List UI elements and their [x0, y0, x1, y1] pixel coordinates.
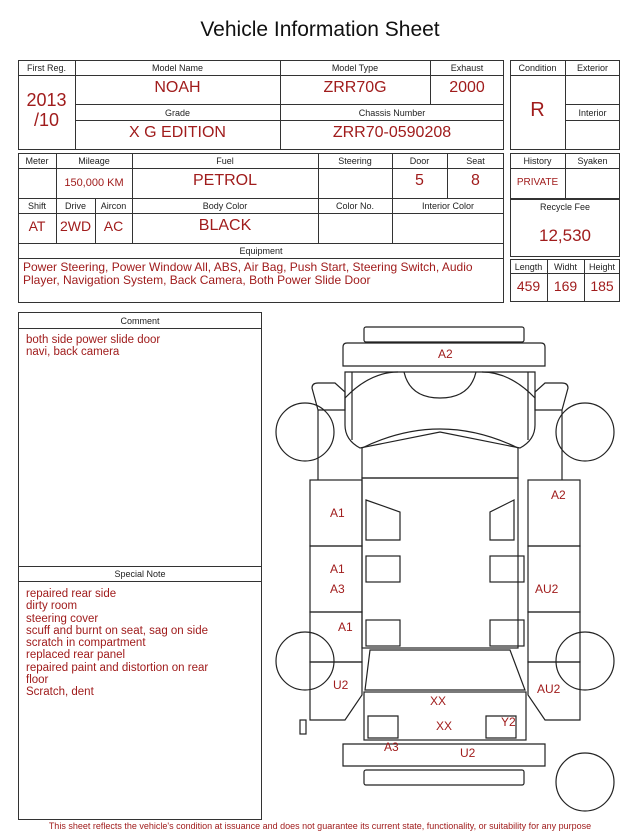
mark-left-middle-1: A1 [330, 562, 345, 576]
aircon-label: Aircon [100, 201, 127, 211]
sheet-title: Vehicle Information Sheet [200, 18, 440, 41]
interior-label: Interior [578, 108, 607, 118]
car-damage-diagram [270, 320, 630, 820]
history-value: PRIVATE [516, 177, 559, 188]
width-value: 169 [553, 278, 578, 294]
model-type-label: Model Type [331, 63, 379, 73]
mark-rear-right: Y2 [501, 715, 516, 729]
first-reg-label: First Reg. [26, 63, 66, 73]
exhaust-value: 2000 [449, 79, 485, 96]
exterior-label: Exterior [576, 63, 608, 73]
mark-rear-floor: XX [436, 719, 453, 733]
height-value: 185 [590, 278, 614, 294]
recycle-label: Recycle Fee [539, 202, 591, 212]
mileage-label: Mileage [78, 156, 110, 166]
condition-grade: R [530, 99, 545, 121]
fuel-label: Fuel [216, 156, 234, 166]
interior-color-label: Interior Color [421, 201, 475, 211]
mark-left-rear-door: A1 [338, 620, 353, 634]
recycle-value: 12,530 [539, 226, 591, 245]
syaken-label: Syaken [577, 156, 608, 166]
door-value: 5 [415, 172, 424, 189]
mark-rear-bumper-left: A3 [384, 740, 399, 754]
seat-value: 8 [471, 172, 480, 189]
exhaust-label: Exhaust [450, 63, 484, 73]
mark-right-front-door: A2 [551, 488, 566, 502]
mark-left-middle-2: A3 [330, 582, 345, 596]
fuel-value: PETROL [192, 172, 257, 189]
body-color-label: Body Color [202, 201, 248, 211]
comment-text: both side power slide door navi, back camera [26, 334, 161, 359]
body-color-value: BLACK [198, 217, 252, 234]
steering-label: Steering [338, 156, 372, 166]
door-label: Door [409, 156, 430, 166]
mark-front: A2 [438, 347, 453, 361]
shift-value: AT [28, 218, 46, 234]
footer-disclaimer: This sheet reflects the vehicle's condition at issuance and does not guarantee its current state, functionality, or suitability for any purpose [48, 821, 592, 831]
chassis-value: ZRR70-0590208 [332, 124, 452, 141]
color-no-label: Color No. [335, 201, 374, 211]
grade-label: Grade [164, 108, 190, 118]
model-name-label: Model Name [151, 63, 204, 73]
mileage-value: 150,000 KM [64, 177, 124, 189]
drive-value: 2WD [59, 218, 92, 234]
mark-rear-panel: XX [430, 694, 447, 708]
grade-value: X G EDITION [129, 124, 226, 141]
model-name-value: NOAH [154, 79, 201, 96]
mark-left-quarter: U2 [333, 678, 349, 692]
chassis-label: Chassis Number [358, 108, 426, 118]
first-reg-year: 2013 [26, 90, 67, 110]
equipment-line-2: Player, Navigation System, Back Camera, Both Power Slide Door [23, 273, 371, 287]
special-note-text: repaired rear side dirty room steering cover scuff and burnt on seat, sag on side scratch in compartment replaced rear panel repaired paint and distortion on rear floor Scratch, dent [26, 588, 209, 699]
condition-label: Condition [518, 63, 557, 73]
special-note-label: Special Note [114, 569, 166, 579]
meter-label: Meter [25, 156, 49, 166]
equipment-line-1: Power Steering, Power Window All, ABS, Air Bag, Push Start, Steering Switch, Audio [23, 260, 473, 274]
aircon-value: AC [103, 218, 124, 234]
model-type-value: ZRR70G [323, 79, 387, 96]
equipment-label: Equipment [239, 246, 283, 256]
seat-label: Seat [466, 156, 485, 166]
length-value: 459 [516, 278, 541, 294]
mark-left-front-door: A1 [330, 506, 345, 520]
mark-right-middle: AU2 [535, 582, 559, 596]
shift-label: Shift [27, 201, 46, 211]
first-reg-month: /10 [33, 110, 60, 130]
history-label: History [523, 156, 552, 166]
comment-label: Comment [120, 316, 160, 326]
drive-label: Drive [64, 201, 86, 211]
mark-rear-bumper-right: U2 [460, 746, 476, 760]
length-label: Length [514, 262, 543, 272]
mark-right-quarter: AU2 [537, 682, 561, 696]
width-label: Widht [553, 262, 577, 272]
height-label: Height [588, 262, 615, 272]
